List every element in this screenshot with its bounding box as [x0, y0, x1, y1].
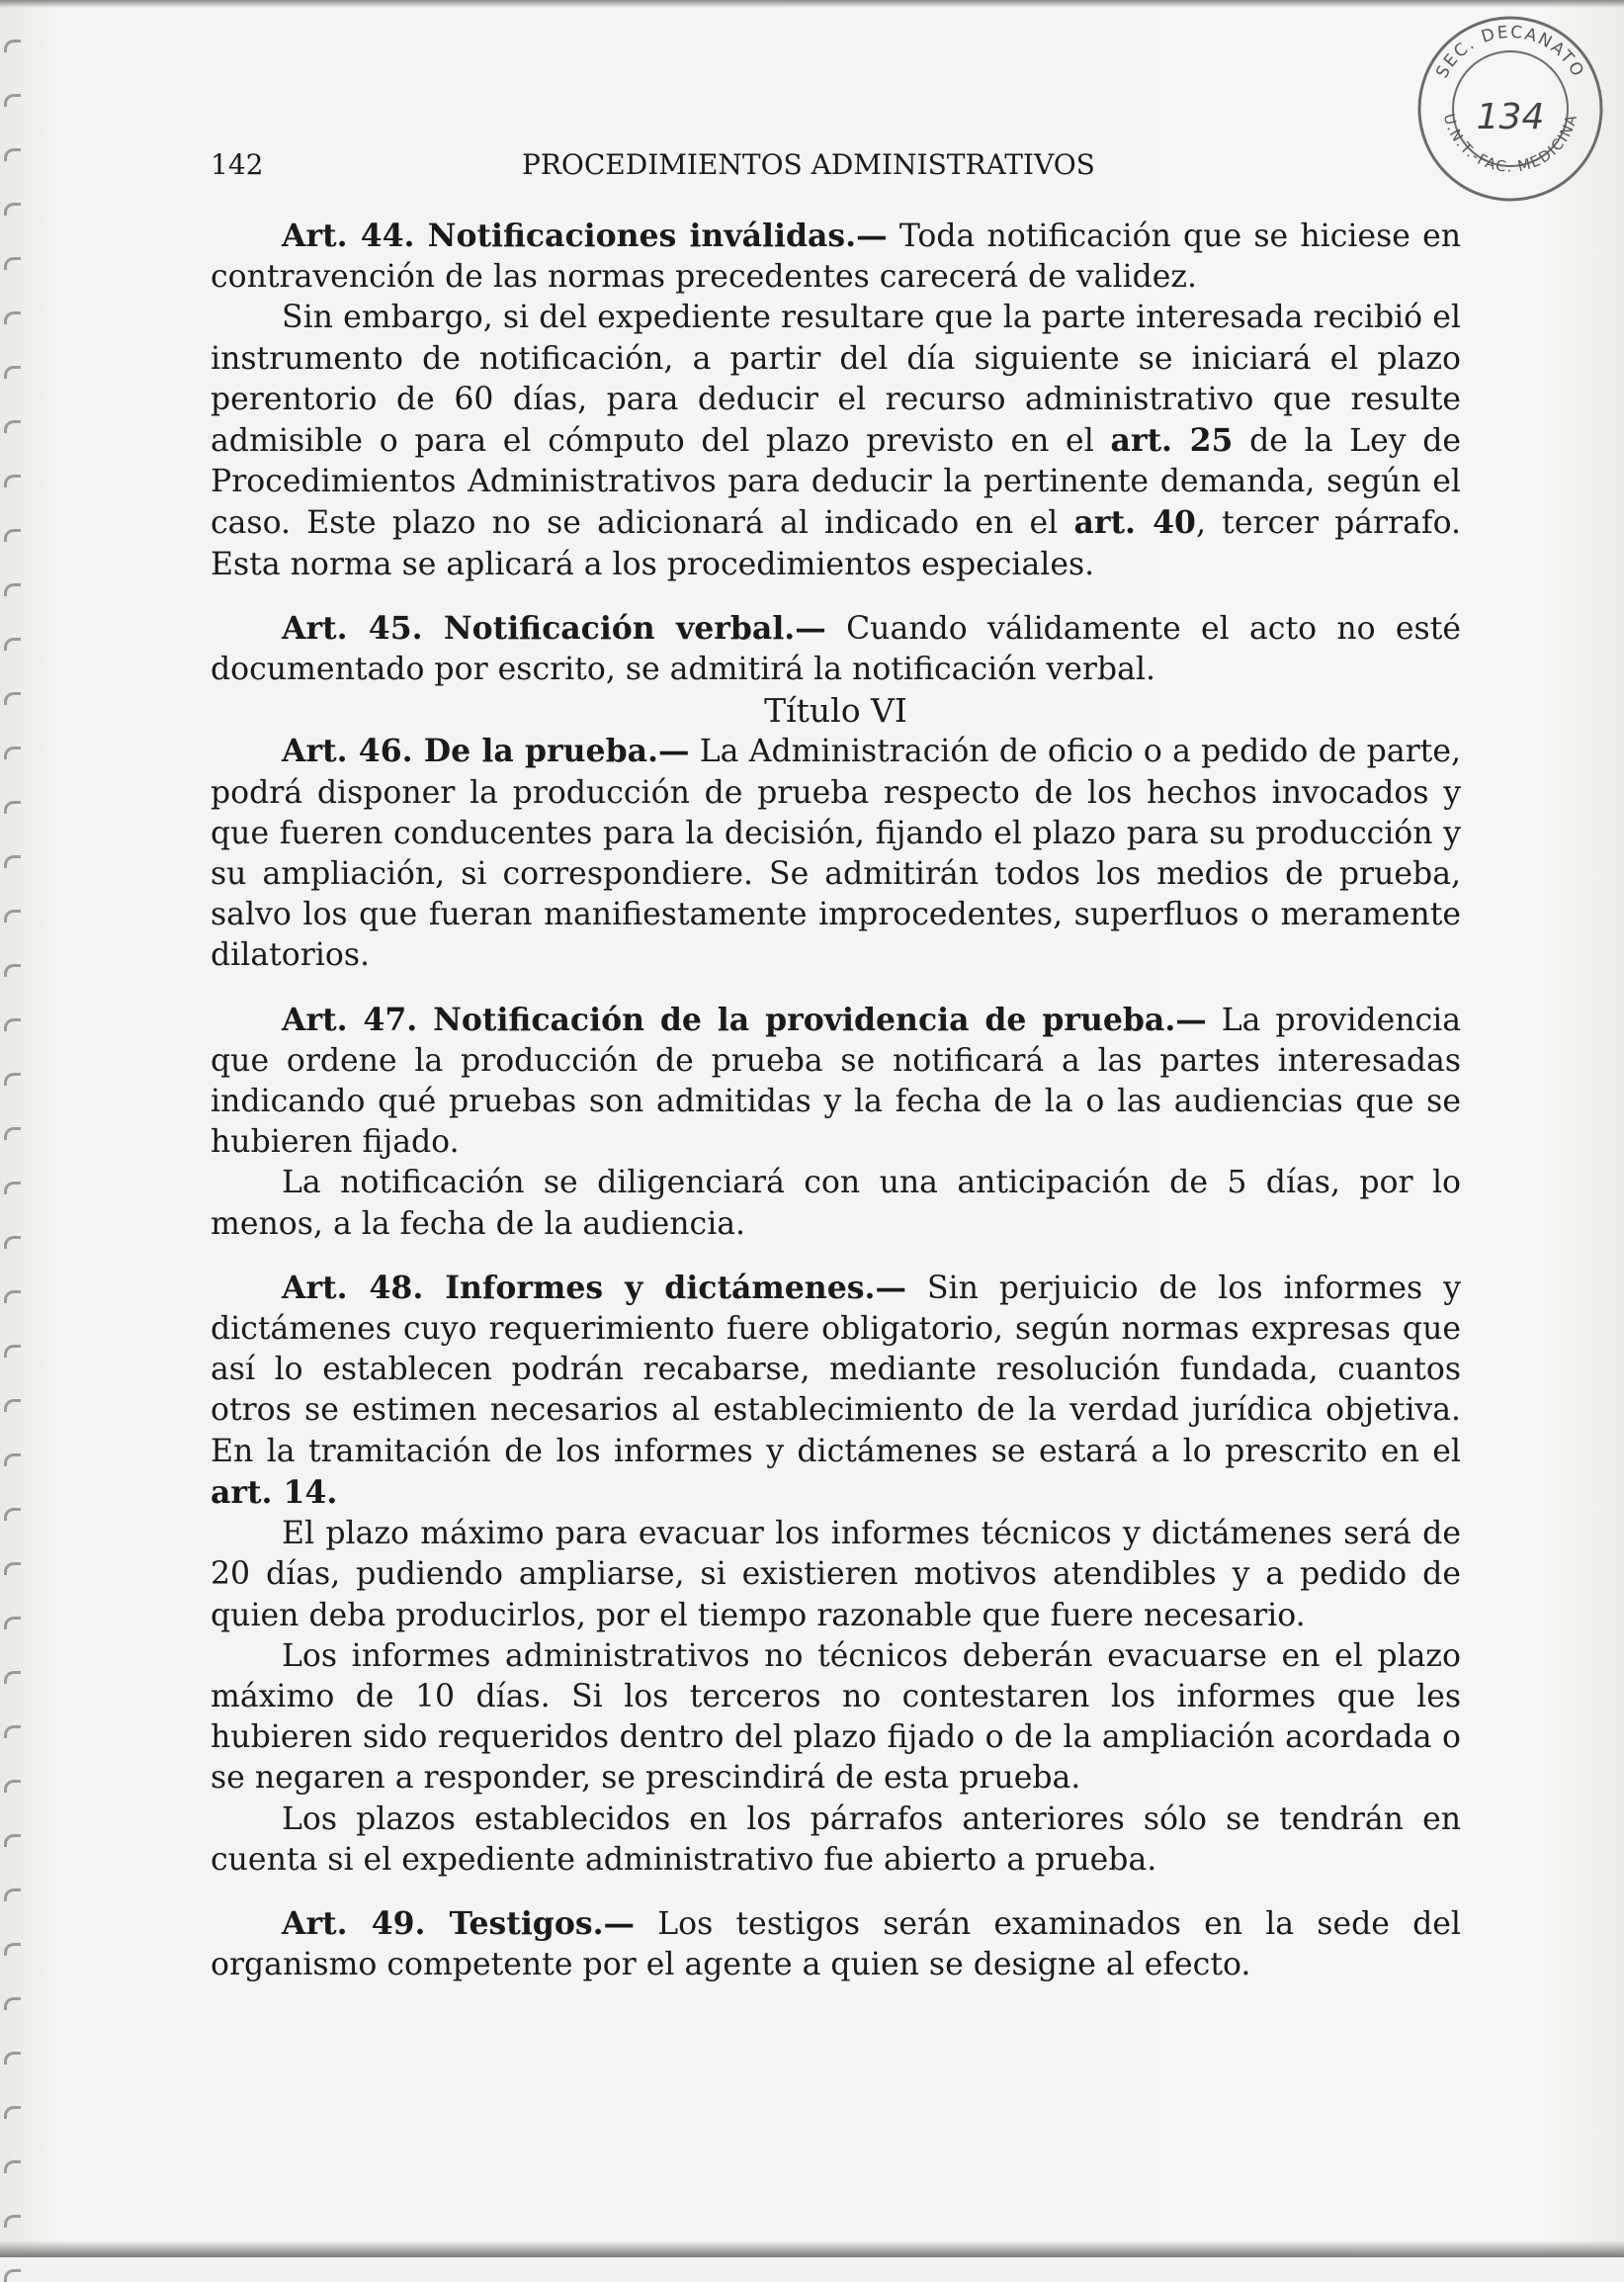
page-number: 142 — [211, 148, 264, 181]
art48-paragraph-3: Los informes administrativos no técnicos deberán evacuarse en el plazo máximo de 10 días. Si los terceros no contestaren los informes que les hubieren sido requeridos dentro del plazo fijado o de la ampliación acordada o se negaren a responder, se prescindirá de esta prueba. — [211, 1637, 1461, 1797]
art49-text: Los testigos serán examinados en la sede del organismo competente por el agente a quien se designe al efecto. — [211, 1905, 1461, 1983]
art46-text: La Administración de oficio o a pedido de parte, podrá disponer la producción de prueba respecto de los hechos invocados y que fueren conducentes para la decisión, fijando el plazo para su producción y su ampliación, si correspondiere. Se admitirán todos los medios de prueba, salvo los que fueran manifiestamente improcedentes, superfluos o meramente dilatorios. — [211, 734, 1461, 974]
art49-paragraph — [211, 1903, 1461, 1985]
scan-top-edge — [0, 0, 1624, 8]
art45-paragraph — [211, 608, 1461, 690]
art46-title: Art. 46. De la prueba.— — [282, 733, 690, 770]
art48-ref-art14: art. 14 — [211, 1473, 327, 1511]
running-title: PROCEDIMIENTOS ADMINISTRATIVOS — [522, 148, 1095, 181]
art44-ref-art40: art. 40 — [1073, 504, 1196, 542]
art47-text-1: La providencia que ordene la producción de prueba se notificará a las partes interesadas indicando qué pruebas son admitidas y la fecha de la o las audiencias que se hubieren fijado. — [211, 1002, 1462, 1161]
art44-ref-art25: art. 25 — [1110, 422, 1234, 460]
art46-paragraph — [211, 731, 1461, 976]
art44-text-2a: Sin embargo, si del expediente resultare que la parte interesada recibió el instrumento de notificación, a partir del día siguiente se iniciará el plazo perentorio de 60 días, para deducir el recurso administrativo que resulte admisible o para el cómputo del plazo previsto en el — [211, 300, 1461, 460]
art48-paragraph-1 — [211, 1268, 1461, 1514]
art44-paragraph-1 — [211, 216, 1461, 298]
binding-spiral — [4, 40, 26, 2235]
stamp-bottom-text: U.N.T.-FAC. MEDICINA — [1439, 112, 1581, 176]
art45-title: Art. 45. Notificación verbal.— — [282, 609, 826, 647]
art49-title: Art. 49. Testigos.— — [282, 1904, 636, 1942]
art47-title: Art. 47. Notificación de la providencia de prueba.— — [282, 1001, 1207, 1038]
faculty-stamp — [1411, 10, 1609, 208]
art48-text-1: Sin perjuicio de los informes y dictámenes cuyo requerimiento fuere obligatorio, según normas expresas que así lo establecen podrán recabarse, mediante resolución fundada, cuantos otros se estimen necesarios al establecimiento de la verdad jurídica objetiva. En la tramitación de los informes y dictámenes se estará a lo prescrito en el — [211, 1270, 1461, 1469]
scan-bottom-edge — [0, 2240, 1624, 2257]
art45-text: Cuando válidamente el acto no esté documentado por escrito, se admitirá la notificación verbal. — [211, 610, 1462, 688]
art48-title: Art. 48. Informes y dictámenes.— — [282, 1269, 906, 1306]
art47-paragraph-2: La notificación se diligenciará con una anticipación de 5 días, por lo menos, a la fecha de la audiencia. — [211, 1165, 1461, 1242]
handwritten-folio-number: 134 — [1476, 97, 1545, 137]
art48-paragraph-4: Los plazos establecidos en los párrafos anteriores sólo se tendrán en cuenta si el expediente administrativo fue abierto a prueba. — [211, 1800, 1461, 1878]
art44-paragraph-2 — [211, 298, 1461, 584]
art44-text-1: Toda notificación que se hiciese en contravención de las normas precedentes carecerá de validez. — [211, 219, 1462, 296]
art44-text-2b: de la Ley de Procedimientos Administrativos para deducir la pertinente demanda, según el caso. Este plazo no se adicionará al indicado en el — [211, 423, 1462, 542]
page-header — [211, 148, 1461, 193]
art44-title: Art. 44. Notificaciones inválidas.— — [282, 218, 888, 254]
art48-paragraph-2: El plazo máximo para evacuar los informes técnicos y dictámenes será de 20 días, pudiendo ampliarse, si existieren motivos atendibles y a pedido de quien deba producirlos, por el tiempo razonable que fuere necesario. — [211, 1516, 1461, 1633]
art44-text-2c: , tercer párrafo. Esta norma se aplicará a los procedimientos especiales. — [211, 505, 1462, 582]
document-body — [211, 216, 1461, 1985]
art48-ref-period: . — [326, 1473, 338, 1511]
stamp-top-text: SEC. DECANATO — [1432, 22, 1588, 82]
section-heading: Título VI — [764, 691, 907, 731]
art47-paragraph-1 — [211, 1000, 1461, 1164]
